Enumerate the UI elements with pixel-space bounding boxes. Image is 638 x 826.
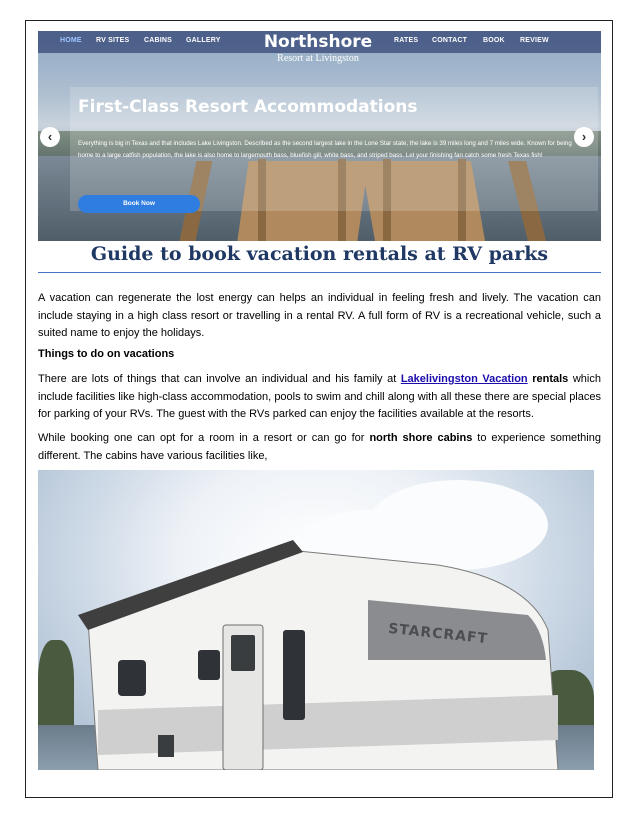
nav-contact[interactable]: CONTACT bbox=[432, 37, 468, 44]
hero-banner bbox=[38, 31, 601, 241]
brand-name: Northshore bbox=[263, 32, 373, 52]
north-shore-cabins-text: north shore cabins bbox=[369, 432, 473, 444]
rv-trailer-illustration bbox=[58, 510, 594, 770]
site-navbar bbox=[38, 31, 601, 64]
title-divider bbox=[38, 272, 601, 273]
nav-book[interactable]: BOOK bbox=[483, 37, 505, 44]
nav-gallery[interactable]: GALLERY bbox=[186, 37, 221, 44]
nav-home[interactable]: HOME bbox=[60, 37, 82, 44]
paragraph-booking: While booking one can opt for a room in a resort or can go for north shore cabins to experience something different. The cabins have various facilities like, bbox=[38, 432, 601, 462]
chevron-left-icon[interactable]: ‹ bbox=[40, 127, 60, 147]
paragraph-intro: A vacation can regenerate the lost energy can helps an individual in feeling fresh and lively. The vacation can include staying in a high class resort or travelling in a rental RV. A full form of RV is a recreational vehicle, such a suited name to enjoy the holidays. bbox=[38, 292, 601, 339]
brand-subtitle: Resort at Livingston bbox=[277, 53, 359, 64]
document-title: Guide to book vacation rentals at RV parks bbox=[90, 243, 549, 265]
nav-cabins[interactable]: CABINS bbox=[144, 37, 173, 44]
starcraft-logo: STARCRAFT bbox=[387, 620, 489, 648]
book-now-button[interactable]: Book Now bbox=[78, 195, 200, 213]
paragraph-things-to-do: There are lots of things that can involve an individual and his family at Lakelivingston Vacation rentals which include facilities like high-class accommodation, pools to swim and chill along with all these there are special places for parking of your RVs. The guest with the RVs parked can enjoy the facilities available at the resorts. bbox=[38, 373, 601, 420]
subheading-text: Things to do on vacations bbox=[38, 348, 175, 360]
rv-photo bbox=[38, 470, 594, 770]
nav-review[interactable]: REVIEW bbox=[520, 37, 549, 44]
brand-logo[interactable] bbox=[248, 31, 388, 65]
hero-text: Everything is big in Texas and that includes Lake Livingston. Described as the second largest lake in the Lone Star state, the lake is 39 miles long and 7 miles wide. Known for being home to a large catfish population, the lake is also home to largemouth bass, bluefish gill, white bass, and striped bass. Let your finishing fan catch some fresh Texas fish! bbox=[78, 140, 572, 159]
section-heading bbox=[38, 346, 601, 364]
lakelivingston-vacation-link[interactable]: Lakelivingston Vacation bbox=[400, 373, 528, 385]
chevron-right-icon[interactable]: › bbox=[574, 127, 594, 147]
hero-heading: First-Class Resort Accommodations bbox=[78, 97, 418, 117]
nav-rv-sites[interactable]: RV SITES bbox=[96, 37, 130, 44]
nav-rates[interactable]: RATES bbox=[394, 37, 419, 44]
